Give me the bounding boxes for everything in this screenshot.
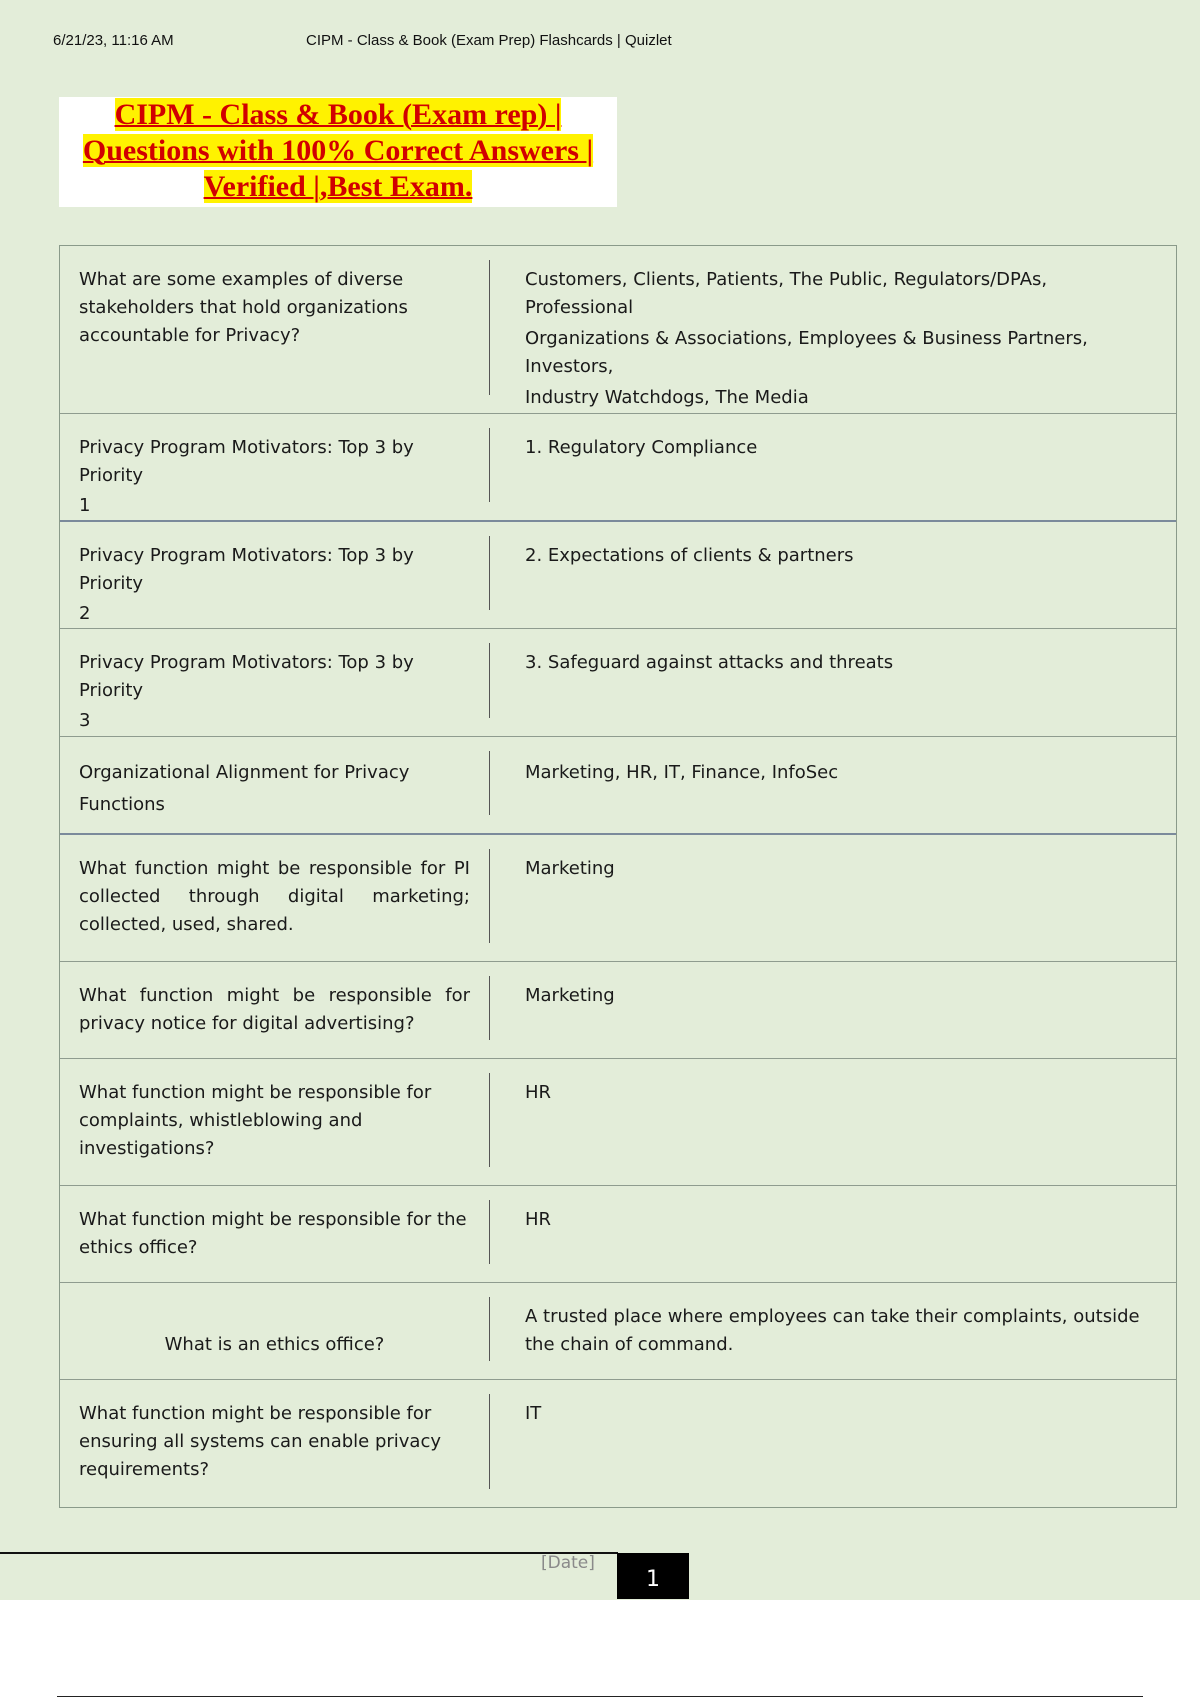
question-cell <box>60 246 490 413</box>
answer-text: Marketing, HR, IT, Finance, InfoSec <box>525 762 839 783</box>
question-cell <box>60 962 490 1058</box>
answer-text: A trusted place where employees can take their complaints, outside the chain of command. <box>525 1306 1140 1355</box>
answer-cell <box>490 1186 1176 1282</box>
table-row <box>60 1283 1176 1380</box>
answer-cell <box>490 522 1176 628</box>
question-number: 2 <box>79 603 91 624</box>
table-row <box>60 629 1176 737</box>
table-row <box>60 1380 1176 1507</box>
answer-text: IT <box>525 1403 542 1424</box>
answer-text: Marketing <box>525 985 615 1006</box>
question-text: What function might be responsible for complaints, whistleblowing and investigations? <box>79 1082 432 1159</box>
question-cell <box>60 522 490 628</box>
answer-text: 3. Safeguard against attacks and threats <box>525 652 894 673</box>
answer-text: Organizations & Associations, Employees & Business Partners, Investors, <box>525 328 1088 377</box>
question-cell <box>60 737 490 833</box>
footer-divider <box>0 1552 618 1554</box>
question-text: What function might be responsible for PI collected through digital marketing; collected, used, shared. <box>79 858 470 935</box>
question-text: What function might be responsible for the ethics office? <box>79 1209 467 1258</box>
table-row <box>60 1059 1176 1186</box>
answer-text: 1. Regulatory Compliance <box>525 437 758 458</box>
answer-text: HR <box>525 1082 552 1103</box>
title-line-3: Verified |,Best Exam. <box>203 170 473 203</box>
question-text: What is an ethics office? <box>164 1334 385 1355</box>
next-page-rule <box>57 1696 1143 1697</box>
question-number: 1 <box>79 495 91 516</box>
answer-text: HR <box>525 1209 552 1230</box>
answer-text: Customers, Clients, Patients, The Public, Regulators/DPAs, Professional <box>525 269 1048 318</box>
answer-cell <box>490 1059 1176 1185</box>
print-page-title: CIPM - Class & Book (Exam Prep) Flashcards | Quizlet <box>306 32 672 49</box>
question-number: 3 <box>79 710 91 731</box>
answer-cell <box>490 414 1176 520</box>
answer-cell <box>490 737 1176 833</box>
question-text: Privacy Program Motivators: Top 3 by Priority <box>79 652 414 701</box>
question-cell <box>60 414 490 520</box>
question-cell <box>60 1186 490 1282</box>
question-text: What are some examples of diverse stakeholders that hold organizations accountable for Privacy? <box>79 269 408 346</box>
print-date: 6/21/23, 11:16 AM <box>53 32 174 49</box>
question-text: What function might be responsible for ensuring all systems can enable privacy requirements? <box>79 1403 442 1480</box>
answer-cell <box>490 246 1176 413</box>
title-line-1: CIPM - Class & Book (Exam rep) | <box>114 98 562 131</box>
page-number <box>617 1553 689 1599</box>
question-text: What function might be responsible for privacy notice for digital advertising? <box>79 985 470 1034</box>
table-row <box>60 737 1176 835</box>
table-row <box>60 835 1176 962</box>
answer-cell <box>490 962 1176 1058</box>
table-row <box>60 246 1176 414</box>
table-row <box>60 522 1176 629</box>
answer-text: 2. Expectations of clients & partners <box>525 545 854 566</box>
footer-date-placeholder: [Date] <box>541 1553 595 1573</box>
table-row <box>60 414 1176 522</box>
question-text: Privacy Program Motivators: Top 3 by Priority <box>79 437 414 486</box>
question-cell <box>60 1059 490 1185</box>
answer-text: Marketing <box>525 858 615 879</box>
page-number-text: 1 <box>646 1566 660 1592</box>
table-row <box>60 962 1176 1059</box>
answer-cell <box>490 629 1176 736</box>
answer-cell <box>490 1283 1176 1379</box>
question-text: Privacy Program Motivators: Top 3 by Priority <box>79 545 414 594</box>
answer-cell <box>490 835 1176 961</box>
table-row <box>60 1186 1176 1283</box>
question-cell <box>60 1283 490 1379</box>
question-text: Organizational Alignment for Privacy Functions <box>79 762 410 815</box>
flashcard-table <box>59 245 1177 1508</box>
answer-cell <box>490 1380 1176 1507</box>
document-title <box>59 97 617 207</box>
question-cell <box>60 835 490 961</box>
question-cell <box>60 629 490 736</box>
question-cell <box>60 1380 490 1507</box>
answer-text: Industry Watchdogs, The Media <box>525 387 809 408</box>
title-line-2: Questions with 100% Correct Answers | <box>82 134 594 167</box>
